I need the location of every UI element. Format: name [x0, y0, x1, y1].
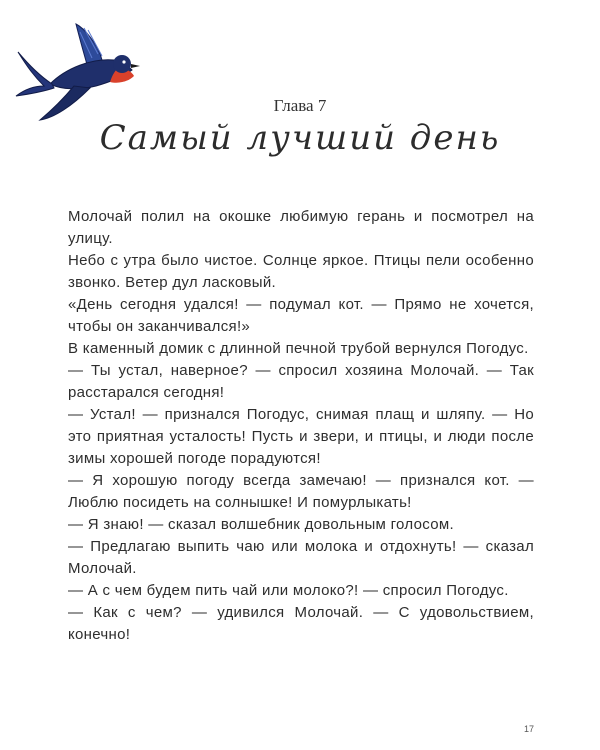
paragraph: — Предлагаю выпить чаю или молока и отдохнуть! — сказал Молочай.: [68, 538, 534, 577]
paragraph: Молочай полил на окошке любимую герань и посмотрел на улицу.: [68, 208, 534, 247]
page-number: 17: [523, 724, 534, 734]
chapter-body: [68, 206, 534, 646]
paragraph: — Как с чем? — удивился Молочай. — С удовольствием, конечно!: [68, 604, 534, 643]
paragraph: «День сегодня удался! — подумал кот. — Прямо не хочется, чтобы он заканчивался!»: [68, 296, 534, 335]
chapter-title: Самый лучший день: [99, 118, 501, 158]
paragraph: — А с чем будем пить чай или молоко?! — спросил Погодус.: [68, 582, 509, 599]
paragraph: — Я знаю! — сказал волшебник довольным голосом.: [68, 516, 454, 533]
paragraph: В каменный домик с длинной печной трубой вернулся Погодус.: [68, 340, 529, 357]
paragraph: — Я хорошую погоду всегда замечаю! — признался кот. — Люблю посидеть на солнышке! И помурлыкать!: [68, 472, 534, 511]
chapter-label: Глава 7: [273, 96, 327, 115]
swallow-tail: [16, 52, 54, 96]
swallow-head: [113, 55, 131, 73]
swallow-beak: [131, 64, 140, 68]
paragraph: — Устал! — признался Погодус, снимая плащ и шляпу. — Но это приятная усталость! Пусть и звери, и птицы, и люди после зимы хорошей погоде порадуются!: [68, 406, 534, 467]
paragraph: Небо с утра было чистое. Солнце яркое. Птицы пели особенно звонко. Ветер дул ласковый.: [68, 252, 534, 291]
swallow-eye: [122, 60, 125, 63]
paragraph: — Ты устал, наверное? — спросил хозяина Молочай. — Так расстарался сегодня!: [68, 362, 534, 401]
